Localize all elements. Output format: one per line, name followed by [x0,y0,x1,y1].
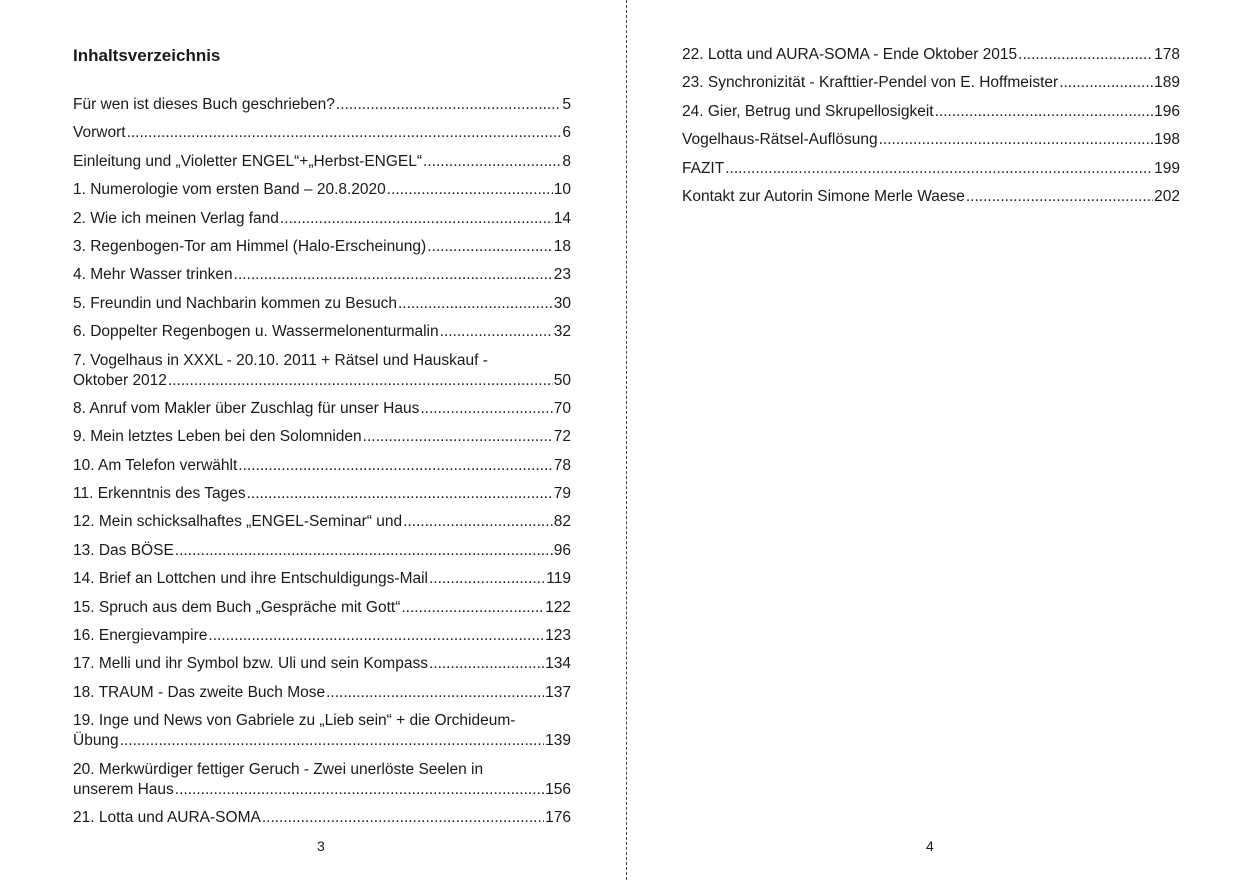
toc-entry-first-line: 19. Inge und News von Gabriele zu „Lieb sein“ + die Orchideum- [73,712,516,730]
toc-dot-leader [1018,45,1153,65]
toc-dot-leader [725,159,1153,179]
right-page [682,0,1180,880]
toc-entry-row [73,180,571,200]
toc-entry [73,808,571,828]
toc-dot-leader [234,265,553,285]
toc-dot-leader [208,626,544,646]
toc-entry-page: 178 [1154,46,1180,63]
toc-entry-page: 122 [545,598,571,616]
toc-entry-page: 196 [1154,102,1180,120]
toc-entry [73,598,571,618]
toc-entry-row [73,456,571,476]
toc-dot-leader [935,102,1154,122]
toc-entry-label: 4. Mehr Wasser trinken [73,266,233,284]
toc-dot-leader [423,152,561,172]
toc-entry-row [682,159,1180,179]
toc-entry-row [73,95,571,115]
toc-entry-row [682,187,1180,207]
toc-entry [73,265,571,285]
toc-entry-page: 198 [1154,131,1180,149]
toc-entry-page: 199 [1154,159,1180,177]
toc-entry-row [682,45,1180,65]
toc-entry-label: 24. Gier, Betrug und Skrupellosigkeit [682,102,934,120]
toc-dot-leader [168,371,553,391]
toc-entry-label: 2. Wie ich meinen Verlag fand [73,209,279,227]
toc-title: Inhaltsverzeichnis [73,46,221,65]
toc-entry-label: 13. Das BÖSE [73,541,174,559]
toc-entry-first-line: 20. Merkwürdiger fettiger Geruch - Zwei unerlöste Seelen in [73,760,484,778]
page-number-right: 4 [926,838,934,854]
toc-entry-label: 14. Brief an Lottchen und ihre Entschuldigungs-Mail [73,570,428,588]
toc-entry-page: 23 [553,266,571,284]
toc-entry-page: 96 [553,541,571,559]
toc-entry [73,351,571,391]
toc-entry-page: 32 [553,323,571,341]
toc-dot-leader [238,456,552,476]
page-number-left: 3 [317,838,325,854]
toc-entry-page: 137 [545,683,571,701]
toc-dot-leader [120,731,544,751]
toc-entry [73,152,571,172]
toc-dot-leader [403,512,553,532]
toc-entry-label: 3. Regenbogen-Tor am Himmel (Halo-Erscheinung) [73,237,427,255]
toc-entry-label: 17. Melli und ihr Symbol bzw. Uli und sein Kompass [73,655,428,673]
toc-entry-page: 123 [545,627,571,645]
toc-entry [73,456,571,476]
toc-entry [682,159,1180,179]
toc-dot-leader [127,123,562,143]
toc-list-right [682,45,1180,215]
toc-entry [73,237,571,257]
toc-dot-leader [401,598,544,618]
toc-entry-row [73,265,571,285]
left-page [73,0,571,880]
toc-dot-leader [175,541,553,561]
toc-entry-page: 78 [553,456,571,474]
toc-entry-row [73,541,571,561]
toc-entry-label: 23. Synchronizität - Krafttier-Pendel von E. Hoffmeister [682,74,1059,92]
toc-entry-page: 5 [562,96,571,113]
toc-entry-page: 79 [553,485,571,503]
toc-entry-page: 6 [562,124,571,142]
toc-entry-page: 134 [545,655,571,673]
toc-entry [73,427,571,447]
toc-entry-row [73,598,571,618]
toc-entry-label: 22. Lotta und AURA-SOMA - Ende Oktober 2015 [682,46,1018,63]
toc-entry-row [73,731,571,751]
toc-entry [73,626,571,646]
toc-dot-leader [429,569,545,589]
toc-entry-row [73,322,571,342]
toc-entry-row [682,130,1180,150]
toc-entry-row [73,569,571,589]
toc-entry-row [73,683,571,703]
toc-entry-label: Für wen ist dieses Buch geschrieben? [73,96,335,113]
toc-entry [73,760,571,800]
toc-dot-leader [326,683,544,703]
toc-entry-label: 8. Anruf vom Makler über Zuschlag für unser Haus [73,399,420,417]
toc-entry-label: 12. Mein schicksalhaftes „ENGEL-Seminar“ und [73,513,403,531]
toc-dot-leader [398,294,553,314]
toc-entry [682,102,1180,122]
toc-entry-page: 70 [553,399,571,417]
toc-entry-label: 18. TRAUM - Das zweite Buch Mose [73,683,326,701]
toc-entry-label: 15. Spruch aus dem Buch „Gespräche mit Gott“ [73,598,401,616]
page-divider [626,0,627,880]
toc-entry-page: 119 [546,570,571,588]
toc-entry-page: 18 [553,237,571,255]
toc-entry-row [73,780,571,800]
toc-entry-page: 202 [1154,187,1180,205]
toc-entry-page: 30 [553,294,571,312]
toc-entry-label: 1. Numerologie vom ersten Band – 20.8.2020 [73,181,386,199]
toc-entry-row [73,237,571,257]
toc-entry-page: 50 [553,371,571,389]
toc-entry [73,123,571,143]
toc-entry-label: 21. Lotta und AURA-SOMA [73,808,261,826]
toc-entry [73,512,571,532]
toc-entry-page: 189 [1154,74,1180,92]
toc-entry-label: FAZIT [682,159,725,177]
toc-dot-leader [247,484,553,504]
toc-entry-row [73,399,571,419]
toc-entry-label: Vogelhaus-Rätsel-Auflösung [682,131,878,149]
toc-entry-first-line: 7. Vogelhaus in XXXL - 20.10. 2011 + Rätsel und Hauskauf - [73,351,488,369]
toc-entry-label: Einleitung und „Violetter ENGEL“+„Herbst-ENGEL“ [73,152,423,170]
toc-dot-leader [429,654,544,674]
toc-dot-leader [387,180,553,200]
toc-entry-page: 72 [553,428,571,446]
toc-entry-page: 8 [562,152,571,170]
toc-entry [73,541,571,561]
toc-entry [73,683,571,703]
toc-entry-row [73,123,571,143]
toc-dot-leader [262,808,544,828]
toc-entry [73,399,571,419]
toc-entry [73,654,571,674]
toc-list-left [73,95,571,836]
toc-entry-label: Oktober 2012 [73,371,167,389]
toc-entry-row [73,294,571,314]
toc-entry-row [73,654,571,674]
toc-entry-row [73,626,571,646]
toc-entry [682,45,1180,65]
toc-entry [682,73,1180,93]
toc-dot-leader [440,322,553,342]
toc-dot-leader [280,209,553,229]
toc-entry-label: Kontakt zur Autorin Simone Merle Waese [682,187,965,205]
toc-dot-leader [175,780,544,800]
toc-entry-row [73,371,571,391]
toc-entry [73,322,571,342]
toc-entry-label: 5. Freundin und Nachbarin kommen zu Besuch [73,294,397,312]
toc-entry-row [73,152,571,172]
toc-entry [73,95,571,115]
toc-entry-label: 9. Mein letztes Leben bei den Solomniden [73,428,362,446]
toc-entry-row [73,427,571,447]
toc-entry-label: Vorwort [73,124,126,142]
toc-entry [682,130,1180,150]
toc-entry-label: 16. Energievampire [73,627,208,645]
toc-entry-row [682,102,1180,122]
toc-entry-row [73,484,571,504]
toc-entry [73,294,571,314]
toc-entry-label: Übung [73,732,119,750]
toc-entry [73,484,571,504]
toc-dot-leader [420,399,552,419]
toc-entry [73,209,571,229]
toc-entry-page: 156 [545,780,571,798]
toc-entry-row [73,512,571,532]
toc-entry [73,180,571,200]
toc-entry-page: 10 [553,181,571,199]
toc-dot-leader [336,95,561,115]
toc-entry-page: 139 [545,732,571,750]
toc-entry-label: 11. Erkenntnis des Tages [73,485,246,503]
toc-entry-page: 14 [553,209,571,227]
toc-entry-label: 6. Doppelter Regenbogen u. Wassermelonenturmalin [73,323,439,341]
toc-entry [73,711,571,751]
toc-dot-leader [1059,73,1153,93]
toc-entry-row [682,73,1180,93]
toc-entry [73,569,571,589]
toc-dot-leader [363,427,553,447]
toc-entry-label: unserem Haus [73,780,174,798]
toc-entry-label: 10. Am Telefon verwählt [73,456,238,474]
toc-entry [682,187,1180,207]
toc-dot-leader [966,187,1153,207]
toc-dot-leader [427,237,553,257]
toc-entry-page: 82 [553,513,571,531]
toc-entry-row [73,808,571,828]
toc-entry-row [73,209,571,229]
toc-dot-leader [879,130,1154,150]
toc-entry-page: 176 [545,808,571,826]
